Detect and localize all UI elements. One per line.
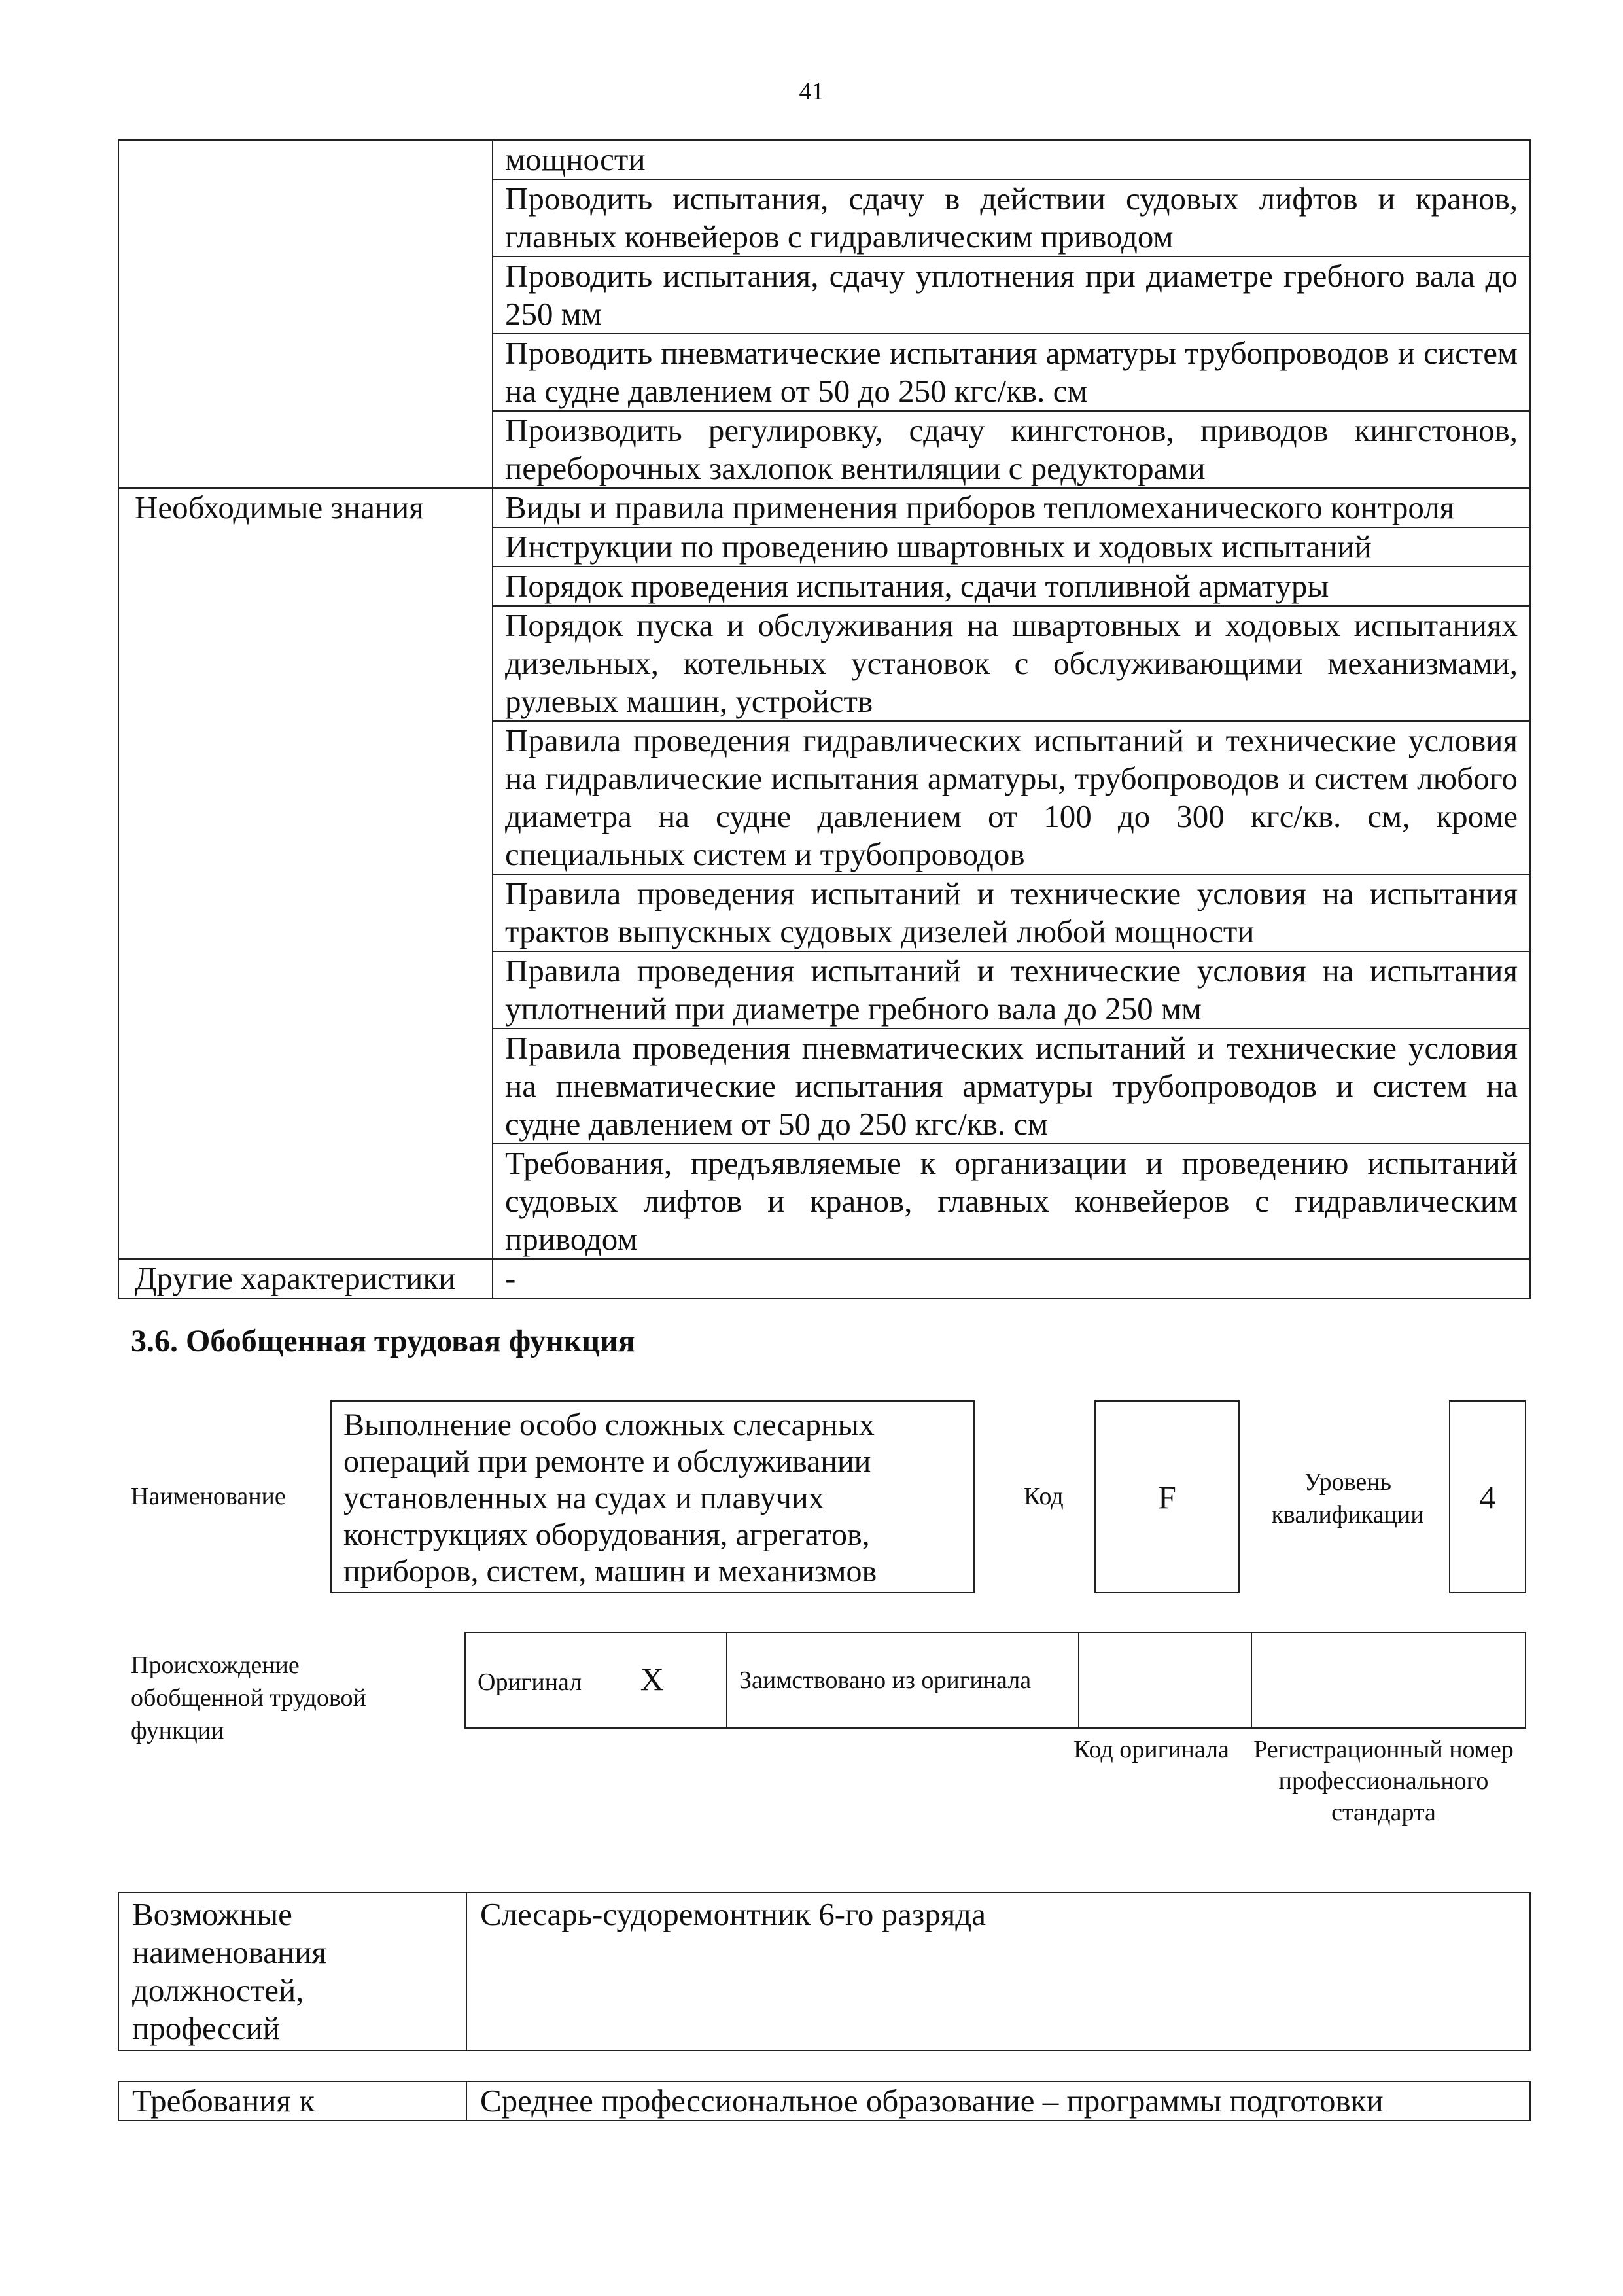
- origin-label: Происхождение обобщенной трудовой функции: [131, 1651, 366, 1744]
- borrowed-label: Заимствовано из оригинала: [727, 1633, 1079, 1728]
- qualification-level-box: 4: [1449, 1400, 1526, 1593]
- row-item: Правила проведения испытаний и технические условия на испытания трактов выпускных судовых дизелей любой мощности: [493, 874, 1530, 951]
- positions-value: Слесарь-судоремонтник 6-го разряда: [466, 1892, 1530, 2051]
- reg-number-cell: [1251, 1633, 1526, 1728]
- section-heading: 3.6. Обобщенная трудовая функция: [131, 1324, 635, 1358]
- row-item: Проводить испытания, сдачу в действии судовых лифтов и кранов, главных конвейеров с гидравлическим приводом: [493, 179, 1530, 256]
- positions-label: Возможные наименования должностей, профессий: [118, 1892, 466, 2051]
- row-item: Порядок проведения испытания, сдачи топливной арматуры: [493, 567, 1530, 606]
- table-row: [118, 1259, 1530, 1298]
- origin-original-cell: [465, 1633, 727, 1728]
- row-item: Инструкции по проведению швартовных и ходовых испытаний: [493, 527, 1530, 567]
- function-name-box: Выполнение особо сложных слесарных операций при ремонте и обслуживании установленных на судах и плавучих конструкциях оборудования, агрегатов, приборов, систем, машин и механизмов: [330, 1400, 975, 1593]
- code-value-box: F: [1094, 1400, 1240, 1593]
- original-mark: X: [640, 1660, 664, 1697]
- row-label: Другие характеристики: [118, 1259, 493, 1298]
- row-item: Производить регулировку, сдачу кингстонов, приводов кингстонов, переборочных захлопок вентиляции с редукторами: [493, 411, 1530, 488]
- requirements-label: Требования к: [118, 2081, 466, 2121]
- code-original-cell: [1079, 1633, 1251, 1728]
- row-item: Правила проведения гидравлических испытаний и технические условия на гидравлические испытания арматуры, трубопроводов и систем любого диаметра на судне давлением от 100 до 300 кгс/кв. см, кроме специальных систем и трубопроводов: [493, 721, 1530, 874]
- original-label: Оригинал: [478, 1668, 582, 1696]
- row-item: Порядок пуска и обслуживания на швартовных и ходовых испытаниях дизельных, котельных установок с обслуживающими механизмами, рулевых машин, устройств: [493, 606, 1530, 721]
- name-label: Наименование: [131, 1483, 286, 1510]
- origin-table: [464, 1632, 1526, 1729]
- row-label: Необходимые знания: [118, 488, 493, 1259]
- table-row: [118, 140, 1530, 179]
- row-item: Правила проведения испытаний и технические условия на испытания уплотнений при диаметре гребного вала до 250 мм: [493, 951, 1530, 1029]
- reg-number-caption: Регистрационный номер профессионального стандарта: [1253, 1736, 1514, 1826]
- row-item: мощности: [493, 140, 1530, 179]
- row-item: Правила проведения пневматических испытаний и технические условия на пневматические испытания арматуры трубопроводов и систем на судне давлением от 50 до 250 кгс/кв. см: [493, 1029, 1530, 1144]
- row-item: -: [493, 1259, 1530, 1298]
- page-number: 41: [799, 78, 824, 105]
- requirements-value: Среднее профессиональное образование – программы подготовки: [466, 2081, 1530, 2121]
- positions-table: [118, 1892, 1531, 2051]
- table-row: [118, 488, 1530, 527]
- qualification-level-label: Уровень квалификации: [1271, 1468, 1424, 1528]
- row-item: Проводить испытания, сдачу уплотнения при диаметре гребного вала до 250 мм: [493, 256, 1530, 334]
- row-item: Проводить пневматические испытания арматуры трубопроводов и систем на судне давлением от 50 до 250 кгс/кв. см: [493, 334, 1530, 411]
- requirements-table: [118, 2081, 1531, 2121]
- code-label: Код: [1024, 1483, 1064, 1510]
- competency-table: [118, 139, 1531, 1299]
- row-label: [118, 140, 493, 488]
- row-item: Требования, предъявляемые к организации и проведению испытаний судовых лифтов и кранов, главных конвейеров с гидравлическим приводом: [493, 1144, 1530, 1259]
- code-original-caption: Код оригинала: [1073, 1736, 1229, 1763]
- row-item: Виды и правила применения приборов тепломеханического контроля: [493, 488, 1530, 527]
